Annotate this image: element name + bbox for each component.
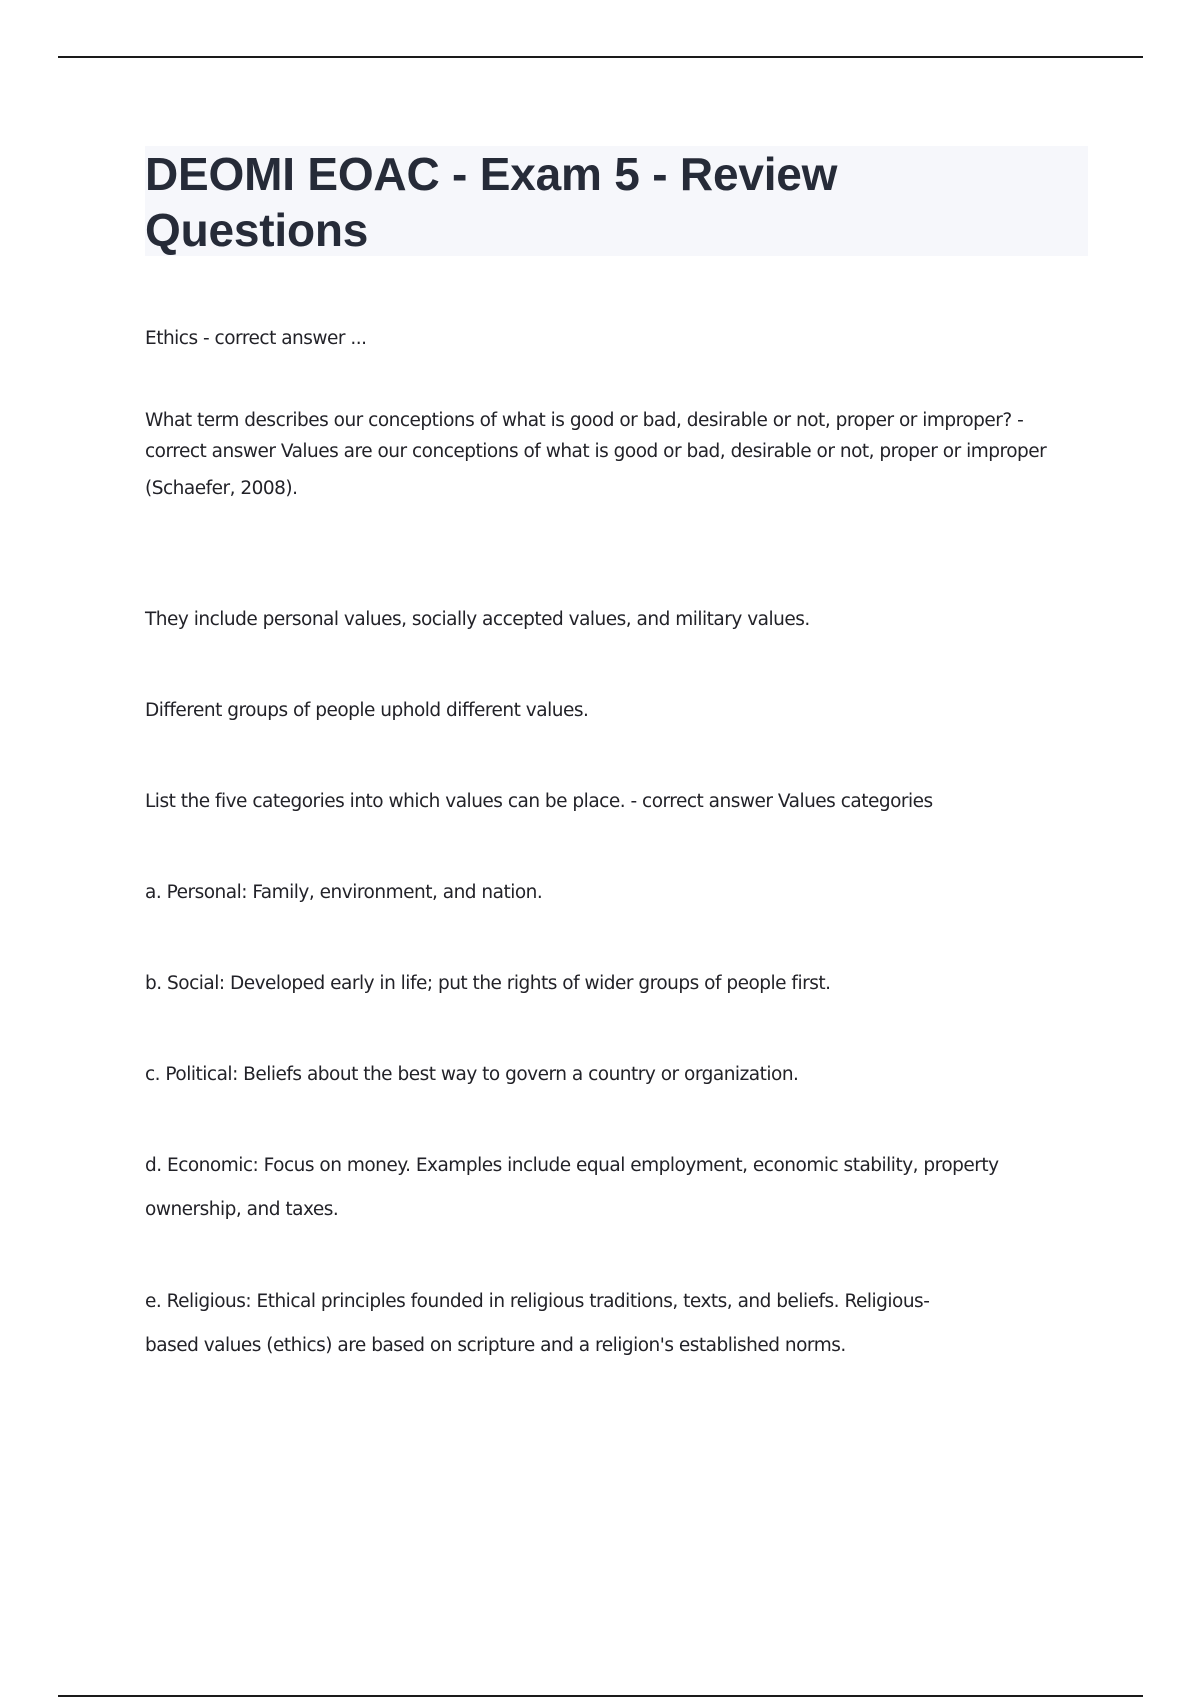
bottom-rule bbox=[58, 1695, 1143, 1697]
paragraph-ethics bbox=[145, 323, 367, 355]
paragraph-different-groups bbox=[145, 695, 588, 727]
document-title bbox=[145, 146, 1088, 258]
text-line: a. Personal: Family, environment, and nation. bbox=[145, 882, 543, 903]
text-line: based values (ethics) are based on scripture and a religion's established norms. bbox=[145, 1335, 846, 1356]
paragraph-they-include bbox=[145, 604, 810, 636]
paragraph-political bbox=[145, 1059, 798, 1091]
top-rule bbox=[58, 56, 1143, 58]
text-line: List the five categories into which values can be place. - correct answer Values categories bbox=[145, 791, 933, 812]
text-line: (Schaefer, 2008). bbox=[145, 478, 298, 499]
title-box bbox=[145, 146, 1088, 256]
text-line: They include personal values, socially accepted values, and military values. bbox=[145, 609, 810, 630]
text-line: Different groups of people uphold different values. bbox=[145, 700, 589, 721]
text-line: c. Political: Beliefs about the best way to govern a country or organization. bbox=[145, 1064, 799, 1085]
text-line: b. Social: Developed early in life; put the rights of wider groups of people first. bbox=[145, 973, 831, 994]
text-line: e. Religious: Ethical principles founded in religious traditions, texts, and beliefs. Religious- bbox=[145, 1291, 930, 1312]
text-line: Ethics - correct answer ... bbox=[145, 328, 367, 349]
title-line-2: Questions bbox=[145, 204, 369, 256]
text-line: ownership, and taxes. bbox=[145, 1199, 339, 1220]
paragraph-economic bbox=[145, 1150, 1105, 1238]
paragraph-list-categories bbox=[145, 786, 933, 818]
text-line: correct answer Values are our conceptions of what is good or bad, desirable or not, proper or improper bbox=[145, 441, 1047, 462]
paragraph-values-question bbox=[145, 405, 1105, 511]
paragraph-personal bbox=[145, 877, 542, 909]
paragraph-social bbox=[145, 968, 830, 1000]
text-line: What term describes our conceptions of what is good or bad, desirable or not, proper or improper? - bbox=[145, 410, 1024, 431]
title-line-1: DEOMI EOAC - Exam 5 - Review bbox=[145, 148, 838, 200]
paragraph-religious bbox=[145, 1286, 1105, 1374]
text-line: d. Economic: Focus on money. Examples include equal employment, economic stability, property bbox=[145, 1155, 999, 1176]
